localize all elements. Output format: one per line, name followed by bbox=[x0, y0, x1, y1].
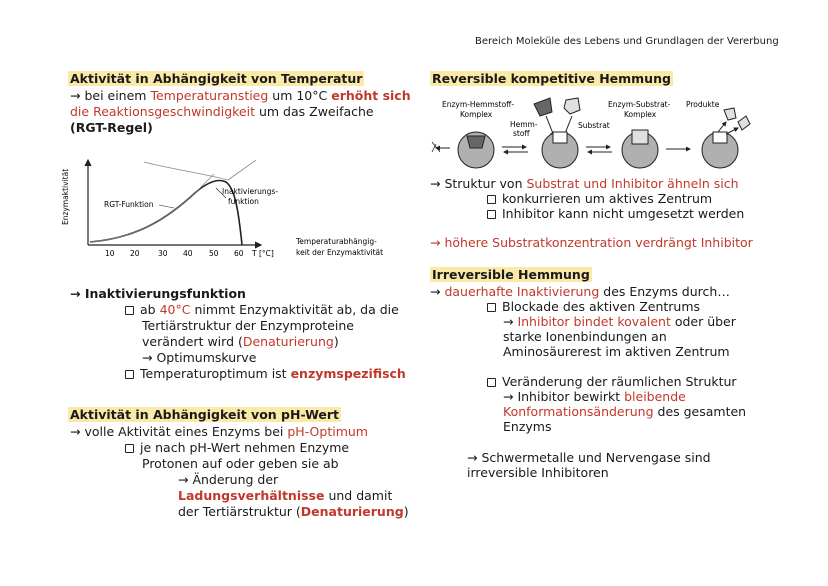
inhibitor-bound bbox=[467, 136, 485, 148]
temp-heading: Aktivität in Abhängigkeit von Temperatur bbox=[70, 71, 363, 86]
irr-bullet-1-l3: starke Ionenbindungen an bbox=[503, 329, 667, 344]
checkbox-icon bbox=[125, 306, 134, 315]
checkbox-icon bbox=[487, 303, 496, 312]
produkte-label: Produkte bbox=[686, 100, 720, 109]
substrate-free bbox=[564, 98, 580, 114]
tick-30: 30 bbox=[158, 249, 168, 258]
substrat-label: Substrat bbox=[578, 121, 610, 130]
tick-10: 10 bbox=[105, 249, 115, 258]
checkbox-icon bbox=[487, 378, 496, 387]
temp-line3: (RGT-Regel) bbox=[70, 120, 153, 135]
temp-line1: → bei einem Temperaturanstieg um 10°C erhöht sich bbox=[70, 88, 411, 103]
ehk-label-1: Enzym-Hemmstoff- bbox=[442, 100, 515, 109]
irr-bullet-2-l2: → Inhibitor bewirkt bleibende bbox=[503, 389, 686, 404]
irr-line2: → Schwermetalle und Nervengase sind bbox=[467, 450, 711, 465]
irr-line1: → dauerhafte Inaktivierung des Enzyms durch… bbox=[430, 284, 730, 299]
checkbox-icon bbox=[487, 210, 496, 219]
inakt-label-1: Inaktivierungs- bbox=[222, 187, 279, 196]
irr-bullet-2-l4: Enzyms bbox=[503, 419, 552, 434]
y-axis-label: Enzymaktivität bbox=[61, 168, 70, 225]
graph-caption-1: Temperaturabhängig- bbox=[296, 237, 377, 246]
tick-40: 40 bbox=[183, 249, 193, 258]
tick-20: 20 bbox=[130, 249, 140, 258]
inactivation-curve-tail bbox=[228, 160, 256, 180]
ph-bullet-1: je nach pH-Wert nehmen Enzyme bbox=[125, 440, 349, 456]
ehk-label-2: Komplex bbox=[460, 110, 493, 119]
cross-mark bbox=[432, 142, 440, 152]
product-2 bbox=[738, 116, 750, 130]
tick-50: 50 bbox=[209, 249, 219, 258]
temp-bullet-1-l2: Tertiärstruktur der Enzymproteine bbox=[142, 318, 354, 333]
page-header: Bereich Moleküle des Lebens und Grundlagen der Vererbung bbox=[475, 36, 779, 47]
inhibition-diagram bbox=[428, 92, 758, 172]
temperature-graph bbox=[56, 150, 416, 265]
temp-bullet-2: Temperaturoptimum ist enzymspezifisch bbox=[125, 366, 406, 382]
esk-label-1: Enzym-Substrat- bbox=[608, 100, 671, 109]
irr-bullet-2: Veränderung der räumlichen Struktur bbox=[487, 374, 737, 390]
inakt-label-2: funktion bbox=[228, 197, 259, 206]
temp-bullet-1-l3: verändert wird (Denaturierung) bbox=[142, 334, 339, 349]
checkbox-icon bbox=[487, 195, 496, 204]
tick-unit: T [°C] bbox=[252, 249, 274, 258]
checkbox-icon bbox=[125, 370, 134, 379]
inakt-heading: → Inaktivierungsfunktion bbox=[70, 286, 246, 301]
rev-line1: → Struktur von Substrat und Inhibitor ähneln sich bbox=[430, 176, 739, 191]
temp-bullet-1: ab 40°C nimmt Enzymaktivität ab, da die bbox=[125, 302, 399, 318]
irr-bullet-2-l3: Konformationsänderung des gesamten bbox=[503, 404, 747, 419]
checkbox-icon bbox=[125, 444, 134, 453]
activity-curve bbox=[90, 180, 242, 245]
irr-heading: Irreversible Hemmung bbox=[432, 267, 590, 282]
irr-bullet-1-l2: → Inhibitor bindet kovalent oder über bbox=[503, 314, 736, 329]
ph-heading: Aktivität in Abhängigkeit von pH-Wert bbox=[70, 407, 340, 422]
rev-bullet-2: Inhibitor kann nicht umgesetzt werden bbox=[487, 206, 744, 222]
esk-label-2: Komplex bbox=[624, 110, 657, 119]
tick-60: 60 bbox=[234, 249, 244, 258]
ph-line1: → volle Aktivität eines Enzyms bei pH-Optimum bbox=[70, 424, 368, 439]
rev-bullet-1: konkurrieren um aktives Zentrum bbox=[487, 191, 712, 207]
ph-bullet-1-l2: Protonen auf oder geben sie ab bbox=[142, 456, 339, 471]
irr-bullet-1: Blockade des aktiven Zentrums bbox=[487, 299, 700, 315]
product-1 bbox=[724, 108, 736, 120]
rgt-label: RGT-Funktion bbox=[104, 200, 154, 209]
irr-bullet-1-l4: Aminosäurerest im aktiven Zentrum bbox=[503, 344, 730, 359]
irr-line3: irreversible Inhibitoren bbox=[467, 465, 609, 480]
ph-bullet-1-l5: der Tertiärstruktur (Denaturierung) bbox=[178, 504, 409, 519]
rev-heading: Reversible kompetitive Hemmung bbox=[432, 71, 671, 86]
rev-line2: → höhere Substratkonzentration verdrängt Inhibitor bbox=[430, 235, 753, 250]
graph-caption-2: keit der Enzymaktivität bbox=[296, 248, 384, 257]
ph-bullet-1-l4: Ladungsverhältnisse und damit bbox=[178, 488, 393, 503]
hemmstoff-label-2: stoff bbox=[513, 129, 530, 138]
inactivation-curve-top bbox=[144, 162, 228, 180]
temp-line2: die Reaktionsgeschwindigkeit um das Zweifache bbox=[70, 104, 374, 119]
hemmstoff-label-1: Hemm- bbox=[510, 120, 538, 129]
substrate-bound bbox=[632, 130, 648, 144]
inhibitor-free bbox=[534, 98, 552, 116]
temp-bullet-1-l4: → Optimumskurve bbox=[142, 350, 257, 365]
ph-bullet-1-l3: → Änderung der bbox=[178, 472, 279, 487]
